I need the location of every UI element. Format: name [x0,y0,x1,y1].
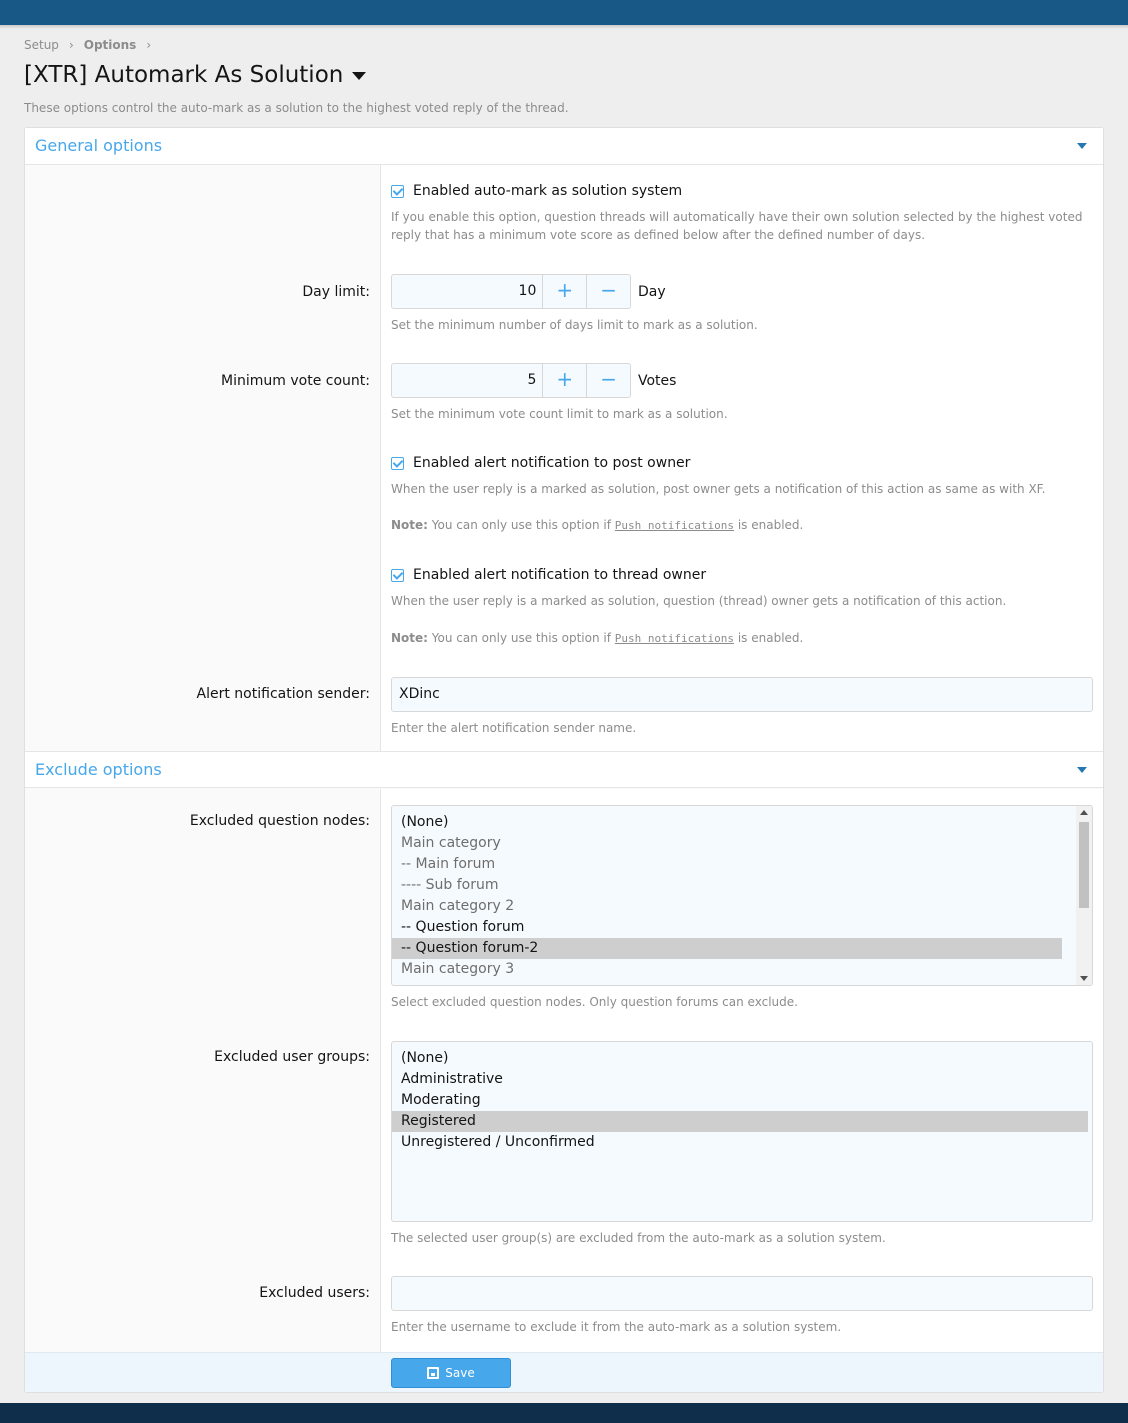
alert-thread-owner-checkbox-row[interactable] [391,567,706,583]
scrollbar-thumb[interactable] [1079,822,1089,908]
push-notifications-link[interactable]: Push notifications [614,519,734,532]
list-option[interactable]: -- Question forum [401,919,525,935]
page-title[interactable] [24,62,366,88]
section-exclude-title: Exclude options [35,760,162,779]
breadcrumb [24,38,161,52]
sender-input[interactable]: XDinc [391,677,1093,712]
options-panel [24,127,1104,1393]
day-limit-input[interactable]: 10 [518,283,537,299]
min-vote-input[interactable]: 5 [527,372,537,388]
top-bar-shadow [0,25,1128,29]
excluded-groups-label: Excluded user groups: [214,1049,370,1065]
save-icon [427,1367,439,1379]
checkbox-checked-icon[interactable] [391,569,404,582]
note-suffix: is enabled. [737,631,804,645]
min-vote-hint: Set the minimum vote count limit to mark as a solution. [391,407,728,421]
list-option[interactable]: Main category 3 [401,961,515,977]
day-limit-unit: Day [638,283,666,300]
list-option[interactable]: Registered [392,1111,1088,1132]
excluded-users-hint: Enter the username to exclude it from the auto-mark as a solution system. [391,1320,842,1334]
min-vote-label: Minimum vote count: [221,373,370,389]
list-option[interactable]: -- Main forum [401,856,496,872]
enable-system-label: Enabled auto-mark as solution system [413,183,683,199]
alert-post-owner-checkbox-row[interactable] [391,455,690,471]
scrollbar[interactable] [1076,806,1092,985]
scroll-down-icon[interactable] [1080,976,1088,981]
list-option[interactable]: Main category 2 [401,898,515,914]
sender-label: Alert notification sender: [196,686,370,702]
alert-thread-owner-hint: When the user reply is a marked as solution, question (thread) owner gets a notification of this action. [391,594,1007,608]
sender-field-wrap [391,677,1093,712]
min-vote-minus-button[interactable]: − [586,364,630,397]
section-exclude-header[interactable] [25,751,1103,788]
note-suffix: is enabled. [737,518,804,532]
breadcrumb-options[interactable]: Options [83,38,137,52]
day-limit-label: Day limit: [302,284,370,300]
alert-post-owner-hint: When the user reply is a marked as solution, post owner gets a notification of this action as same as with XF. [391,482,1046,496]
chevron-right-icon: › [68,38,74,52]
excluded-nodes-wrap [391,805,1093,986]
caret-down-icon[interactable] [352,72,366,80]
note-text: You can only use this option if [431,518,611,532]
min-vote-unit: Votes [638,372,677,389]
checkbox-checked-icon[interactable] [391,457,404,470]
note-text: You can only use this option if [431,631,611,645]
excluded-users-wrap [391,1276,1093,1311]
form-footer [25,1352,1103,1392]
alert-thread-owner-note [391,629,1091,648]
section-general-title: General options [35,136,163,155]
excluded-nodes-select[interactable] [391,805,1093,986]
list-option[interactable]: (None) [401,814,449,830]
alert-thread-owner-label: Enabled alert notification to thread owner [413,567,707,583]
note-label: Note: [391,518,428,532]
day-limit-hint: Set the minimum number of days limit to mark as a solution. [391,318,758,332]
alert-post-owner-label: Enabled alert notification to post owner [413,455,691,471]
chevron-right-icon: › [146,38,152,52]
alert-post-owner-note [391,516,1091,535]
list-option[interactable]: Unregistered / Unconfirmed [401,1134,595,1150]
bottom-bar [0,1403,1128,1423]
min-vote-plus-button[interactable]: + [542,364,586,397]
note-label: Note: [391,631,428,645]
checkbox-checked-icon[interactable] [391,185,404,198]
page-title-text: [XTR] Automark As Solution [24,62,344,88]
excluded-nodes-label: Excluded question nodes: [189,813,370,829]
list-option[interactable]: -- Question forum-2 [392,938,1062,959]
page-description: These options control the auto-mark as a solution to the highest voted reply of the thread. [24,101,569,115]
collapse-toggle-icon[interactable] [1077,143,1087,149]
list-option[interactable]: ---- Sub forum [401,877,499,893]
section-general-header[interactable] [25,128,1103,165]
list-option[interactable]: (None) [401,1050,449,1066]
save-label: Save [445,1366,475,1380]
enable-system-checkbox-row[interactable] [391,183,682,199]
day-limit-stepper [391,274,666,309]
excluded-groups-wrap [391,1041,1093,1222]
save-button[interactable] [391,1358,511,1388]
min-vote-stepper [391,363,676,398]
excluded-users-input[interactable] [391,1276,1093,1311]
breadcrumb-setup[interactable]: Setup [24,38,59,52]
list-option[interactable]: Main category [401,835,501,851]
sender-hint: Enter the alert notification sender name. [391,721,637,735]
excluded-groups-select[interactable] [391,1041,1093,1222]
scroll-up-icon[interactable] [1080,810,1088,815]
excluded-users-label: Excluded users: [259,1285,370,1301]
enable-system-hint: If you enable this option, question threads will automatically have their own solution selected by the highest voted reply that has a minimum vote score as defined below after the defined number of days. [391,210,1083,242]
list-option[interactable]: Administrative [401,1071,503,1087]
day-limit-plus-button[interactable]: + [542,275,586,308]
day-limit-minus-button[interactable]: − [586,275,630,308]
push-notifications-link[interactable]: Push notifications [614,632,734,645]
collapse-toggle-icon[interactable] [1077,767,1087,773]
top-bar [0,0,1128,25]
list-option[interactable]: Moderating [401,1092,481,1108]
excluded-nodes-hint: Select excluded question nodes. Only question forums can exclude. [391,995,798,1009]
excluded-groups-hint: The selected user group(s) are excluded from the auto-mark as a solution system. [391,1231,886,1245]
